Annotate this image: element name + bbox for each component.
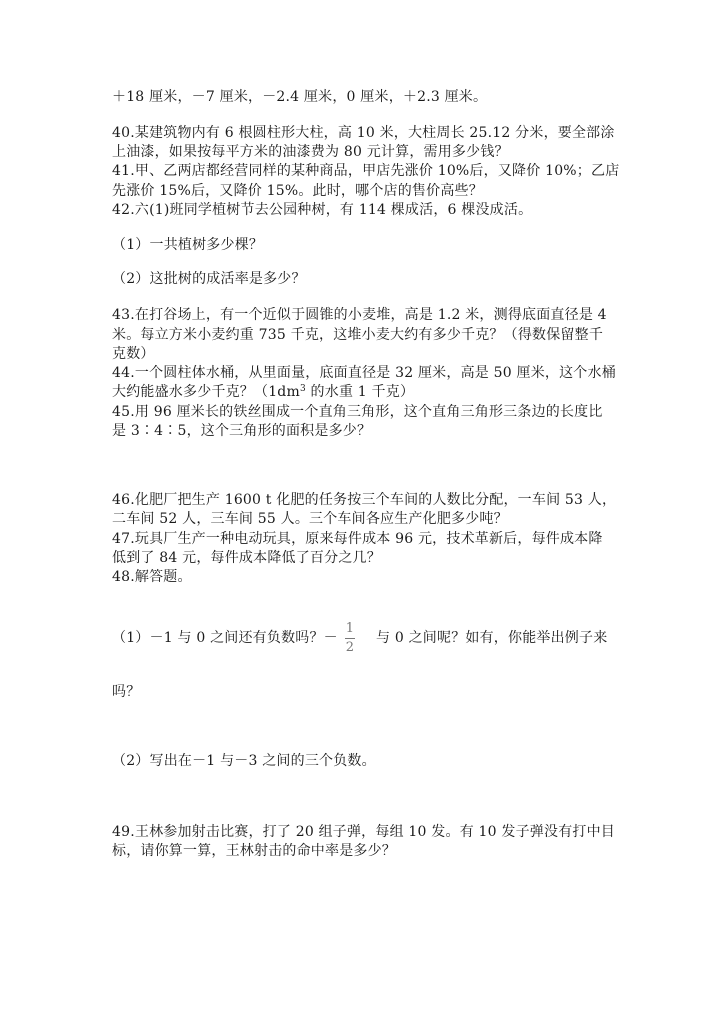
q48-line: 48.解答题。 — [112, 569, 192, 585]
q48-sub1-part3: 吗？ — [112, 684, 141, 700]
fraction-one-half — [343, 622, 357, 655]
q49-line-1: 49.王林参加射击比赛，打了 20 组子弹，每组 10 发。有 10 发子弹没有打中目 — [112, 824, 616, 840]
q41-line-1: 41.甲、乙两店都经营同样的某种商品，甲店先涨价 10%后，又降价 10%；乙店 — [112, 163, 620, 179]
q45-line-2: 是 3∶4∶5，这个三角形的面积是多少？ — [112, 423, 372, 439]
q48-sub1-part2: 与 0 之间呢？如有，你能举出例子来 — [376, 630, 608, 646]
q48-sub1-part1: （1）－1 与 0 之间还有负数吗？－ — [112, 630, 338, 646]
q47-line-1: 47.玩具厂生产一种电动玩具，原来每件成本 96 元，技术革新后，每件成本降 — [112, 531, 603, 547]
q41-line-2: 先涨价 15%后，又降价 15%。此时，哪个店的售价高些？ — [112, 183, 483, 199]
q42-sub1: （1）一共植树多少棵？ — [112, 237, 264, 253]
q43-line-1: 43.在打谷场上，有一个近似于圆锥的小麦堆，高是 1.2 米，测得底面直径是 4 — [112, 307, 607, 323]
q43-line-3: 克数） — [112, 346, 155, 362]
fraction-numerator: 1 — [345, 621, 355, 636]
prev-answer-line: ＋18 厘米，－7 厘米，－2.4 厘米，0 厘米，＋2.3 厘米。 — [112, 89, 488, 105]
q43-line-2: 米。每立方米小麦约重 735 千克，这堆小麦大约有多少千克？（得数保留整千 — [112, 327, 604, 343]
q40-line-1: 40.某建筑物内有 6 根圆柱形大柱，高 10 米，大柱周长 25.12 分米，要全部涂 — [112, 125, 615, 141]
q44-line-2: 大约能盛水多少千克？（$1dm^3$ 的水重 1 千克） — [112, 384, 415, 400]
q46-line-1: 46.化肥厂把生产 1600 t 化肥的任务按三个车间的人数比分配，一车间 53 人， — [112, 492, 617, 508]
q49-line-2: 标，请你算一算，王林射击的命中率是多少？ — [112, 843, 396, 859]
q45-line-1: 45.用 96 厘米长的铁丝围成一个直角三角形，这个直角三角形三条边的长度比 — [112, 404, 603, 420]
q48-sub2: （2）写出在－1 与－3 之间的三个负数。 — [112, 753, 376, 769]
q42-line: 42.六(1)班同学植树节去公园种树，有 114 棵成活，6 棵没成活。 — [112, 202, 533, 218]
fraction-denominator: 2 — [345, 640, 355, 655]
q46-line-2: 二车间 52 人，三车间 55 人。三个车间各应生产化肥多少吨？ — [112, 511, 508, 527]
q42-sub2: （2）这批树的成活率是多少？ — [112, 271, 306, 287]
q44-line-1: 44.一个圆柱体水桶，从里面量，底面直径是 32 厘米，高是 50 厘米，这个水桶 — [112, 365, 616, 381]
q47-line-2: 低到了 84 元，每件成本降低了百分之几？ — [112, 550, 381, 566]
fraction-bar — [345, 638, 355, 639]
q40-line-2: 上油漆，如果按每平方米的油漆费为 80 元计算，需用多少钱？ — [112, 144, 509, 160]
